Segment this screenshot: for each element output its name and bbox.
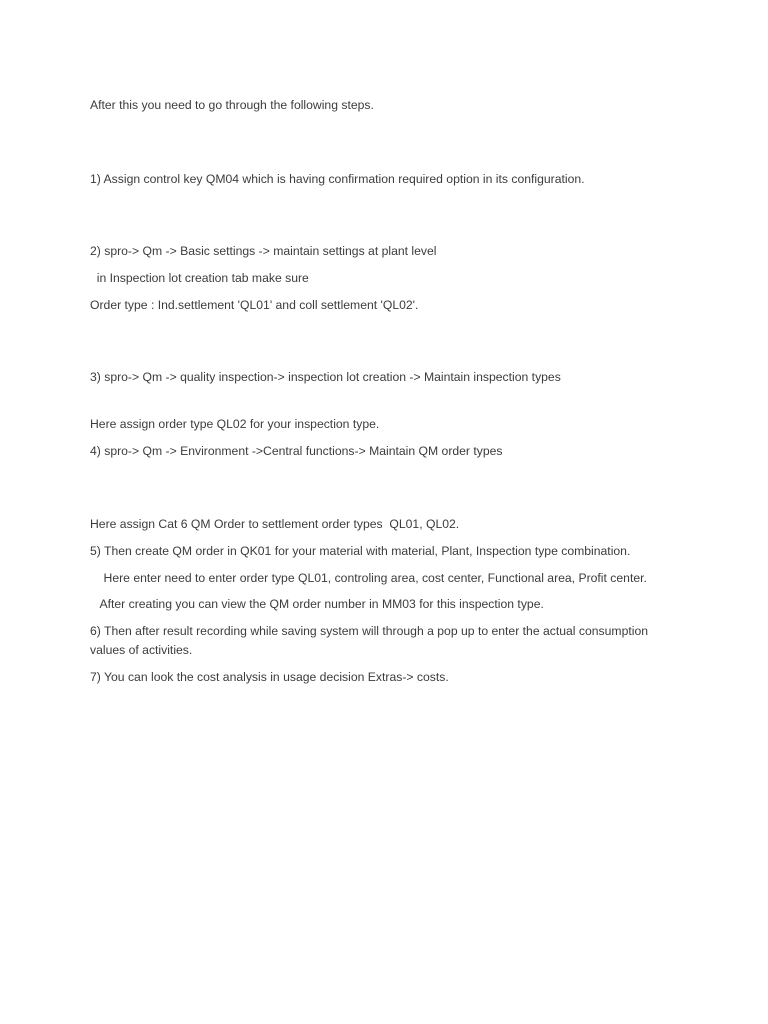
step-3-line-1: 3) spro-> Qm -> quality inspection-> inspection lot creation -> Maintain inspection types <box>90 370 561 384</box>
step-7-text: 7) You can look the cost analysis in usage decision Extras-> costs. <box>90 670 449 684</box>
step-4-line-2: Here assign Cat 6 QM Order to settlement order types QL01, QL02. <box>90 517 460 531</box>
step-1-text: 1) Assign control key QM04 which is having confirmation required option in its configuration. <box>90 172 585 186</box>
intro-text: After this you need to go through the following steps. <box>90 98 374 112</box>
step-5-line-3: After creating you can view the QM order number in MM03 for this inspection type. <box>90 597 544 611</box>
step-2-line-2: in Inspection lot creation tab make sure <box>90 271 309 285</box>
step-3-line-2: Here assign order type QL02 for your inspection type. <box>90 417 380 431</box>
step-5-line-1: 5) Then create QM order in QK01 for your material with material, Plant, Inspection type combination. <box>90 544 631 558</box>
step-5-line-2: Here enter need to enter order type QL01, controling area, cost center, Functional area, Profit center. <box>90 571 647 585</box>
step-2-line-1: 2) spro-> Qm -> Basic settings -> maintain settings at plant level <box>90 244 437 258</box>
step-4-line-1: 4) spro-> Qm -> Environment ->Central functions-> Maintain QM order types <box>90 444 503 458</box>
step-2-line-3: Order type : Ind.settlement 'QL01' and coll settlement 'QL02'. <box>90 298 419 312</box>
step-6-text: 6) Then after result recording while saving system will through a pop up to enter the actual consumption values of activities. <box>90 624 648 657</box>
